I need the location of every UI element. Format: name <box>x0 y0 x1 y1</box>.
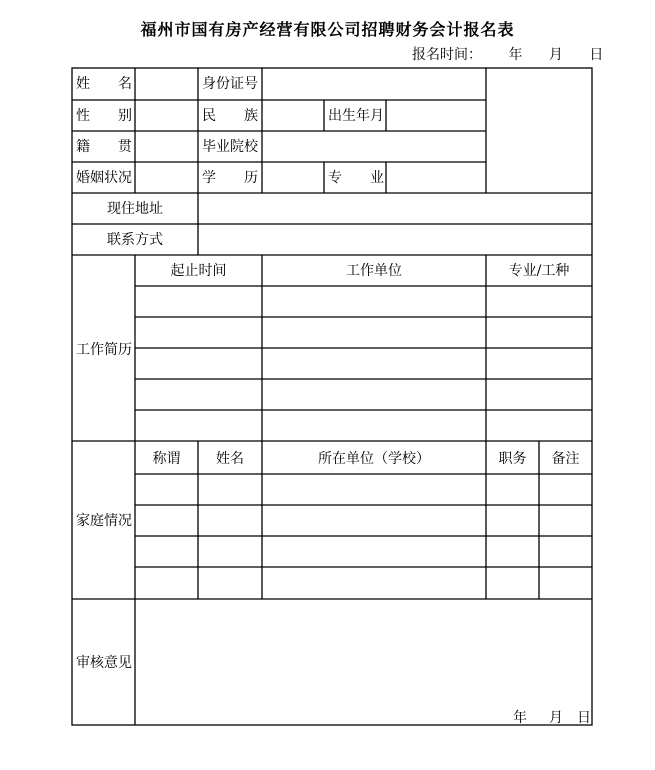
field-value-id-number[interactable] <box>263 69 485 99</box>
field-value-native-place[interactable] <box>136 132 197 161</box>
family-col-remarks: 备注 <box>551 451 580 467</box>
family-col-relation: 称谓 <box>152 451 181 467</box>
field-label-name: 姓 名 <box>76 76 132 92</box>
field-value-education[interactable] <box>263 163 323 192</box>
field-value-birth-date[interactable] <box>387 101 485 130</box>
field-value-address[interactable] <box>199 194 591 223</box>
field-value-contact[interactable] <box>199 225 591 254</box>
field-value-major[interactable] <box>387 163 485 192</box>
application-date-month: 月 <box>548 47 563 63</box>
work-col-specialty: 专业/工种 <box>508 263 570 279</box>
section-label-review: 审核意见 <box>76 655 132 671</box>
application-date-day: 日 <box>589 47 604 63</box>
field-label-id-number: 身份证号 <box>202 76 258 92</box>
review-date-year: 年 <box>513 710 527 726</box>
work-col-period: 起止时间 <box>170 263 227 279</box>
field-label-education: 学 历 <box>202 170 258 186</box>
field-label-gender: 性 别 <box>76 108 132 124</box>
field-value-ethnicity[interactable] <box>263 101 323 130</box>
work-history-entries[interactable] <box>136 287 591 440</box>
family-col-workplace: 所在单位（学校） <box>318 451 430 467</box>
field-label-native-place: 籍 贯 <box>76 139 132 155</box>
review-comment-area[interactable] <box>136 600 591 724</box>
application-date-label: 报名时间： <box>412 47 482 63</box>
review-date-month: 月 <box>549 710 563 726</box>
family-col-name: 姓名 <box>216 451 244 467</box>
field-label-birth-date: 出生年月 <box>328 108 384 124</box>
photo-area[interactable] <box>487 69 591 192</box>
application-date-year: 年 <box>508 47 523 63</box>
field-label-address: 现住地址 <box>107 201 163 217</box>
field-value-gender[interactable] <box>136 101 197 130</box>
field-label-school: 毕业院校 <box>202 139 258 155</box>
field-label-major: 专 业 <box>328 170 384 186</box>
family-col-position: 职务 <box>498 451 527 467</box>
field-value-marital-status[interactable] <box>136 163 197 192</box>
form-title: 福州市国有房产经营有限公司招聘财务会计报名表 <box>140 20 515 39</box>
field-label-contact: 联系方式 <box>107 232 163 248</box>
family-entries[interactable] <box>136 475 591 598</box>
section-label-family: 家庭情况 <box>76 513 132 529</box>
field-value-name[interactable] <box>136 69 197 99</box>
work-col-employer: 工作单位 <box>346 263 402 279</box>
field-value-school[interactable] <box>263 132 485 161</box>
review-date-day: 日 <box>577 710 591 726</box>
section-label-work-history: 工作简历 <box>76 342 132 358</box>
field-label-ethnicity: 民 族 <box>202 108 258 124</box>
field-label-marital-status: 婚姻状况 <box>76 170 132 186</box>
